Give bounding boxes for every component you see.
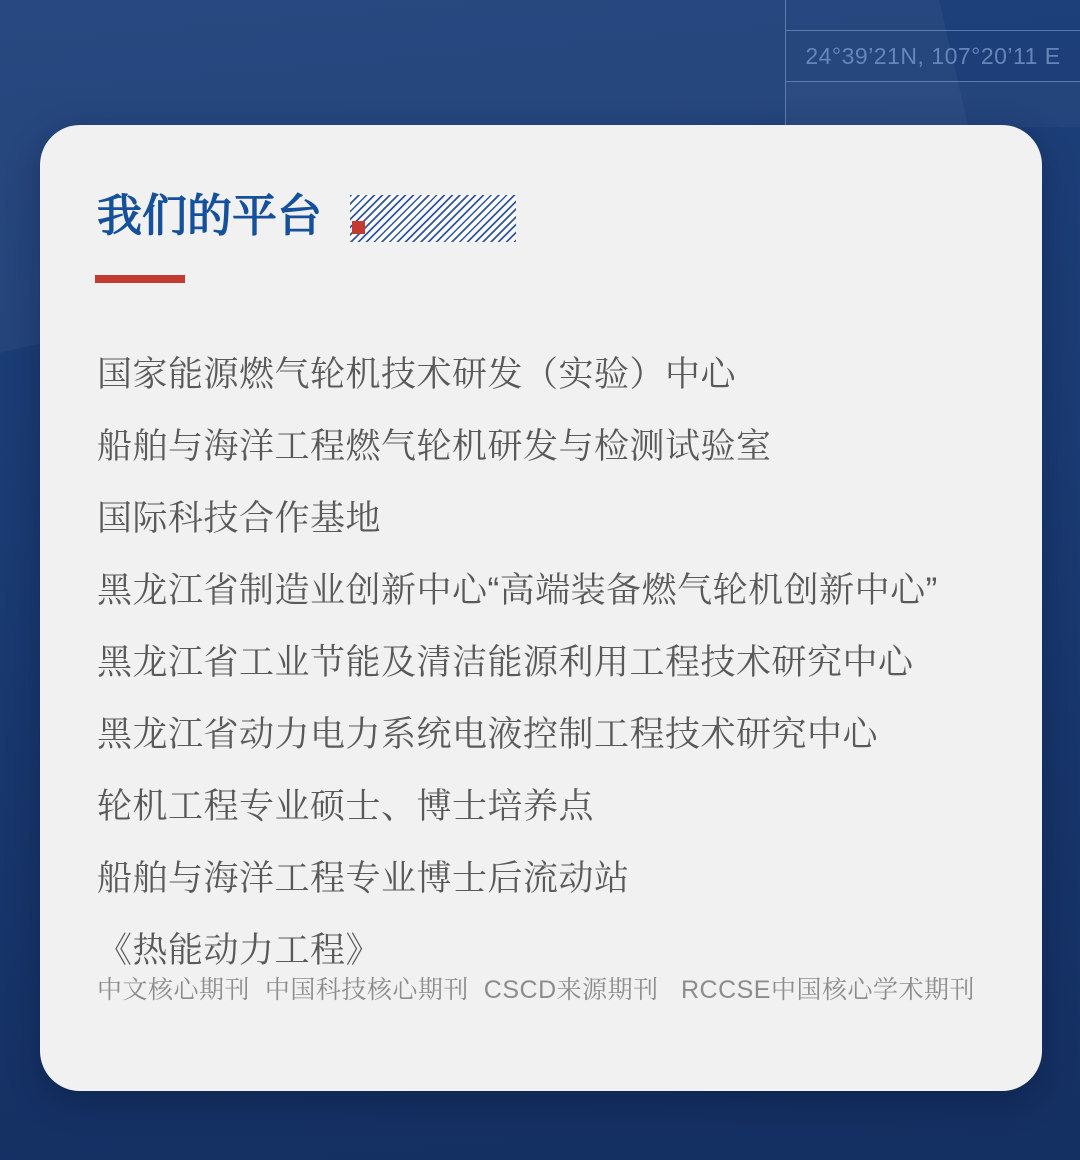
title-underline [95, 275, 185, 283]
platform-item: 《热能动力工程》 [97, 931, 382, 970]
grid-horizontal-line-bottom [786, 81, 1080, 82]
coordinates-label: 24°39’21N, 107°20’11 E [805, 42, 1061, 69]
platform-list [97, 336, 938, 984]
journal-tags: 中文核心期刊 中国科技核心期刊 CSCD来源期刊 RCCSE中国核心学术期刊 [97, 976, 975, 1004]
platform-item: 黑龙江省动力电力系统电液控制工程技术研究中心 [97, 715, 879, 754]
platform-item: 黑龙江省制造业创新中心“高端装备燃气轮机创新中心” [97, 571, 938, 610]
section-title: 我们的平台 [97, 190, 323, 241]
platform-item: 船舶与海洋工程专业博士后流动站 [97, 859, 630, 898]
platform-item: 国际科技合作基地 [97, 499, 382, 538]
hatch-decoration [350, 195, 516, 242]
platform-item: 轮机工程专业硕士、博士培养点 [97, 787, 595, 826]
platform-item: 船舶与海洋工程燃气轮机研发与检测试验室 [97, 427, 772, 466]
platform-item: 国家能源燃气轮机技术研发（实验）中心 [97, 355, 737, 394]
background-cell-highlight [785, 81, 1080, 127]
red-square-accent [352, 221, 365, 234]
content-card [40, 125, 1042, 1091]
platform-item: 黑龙江省工业节能及清洁能源利用工程技术研究中心 [97, 643, 914, 682]
